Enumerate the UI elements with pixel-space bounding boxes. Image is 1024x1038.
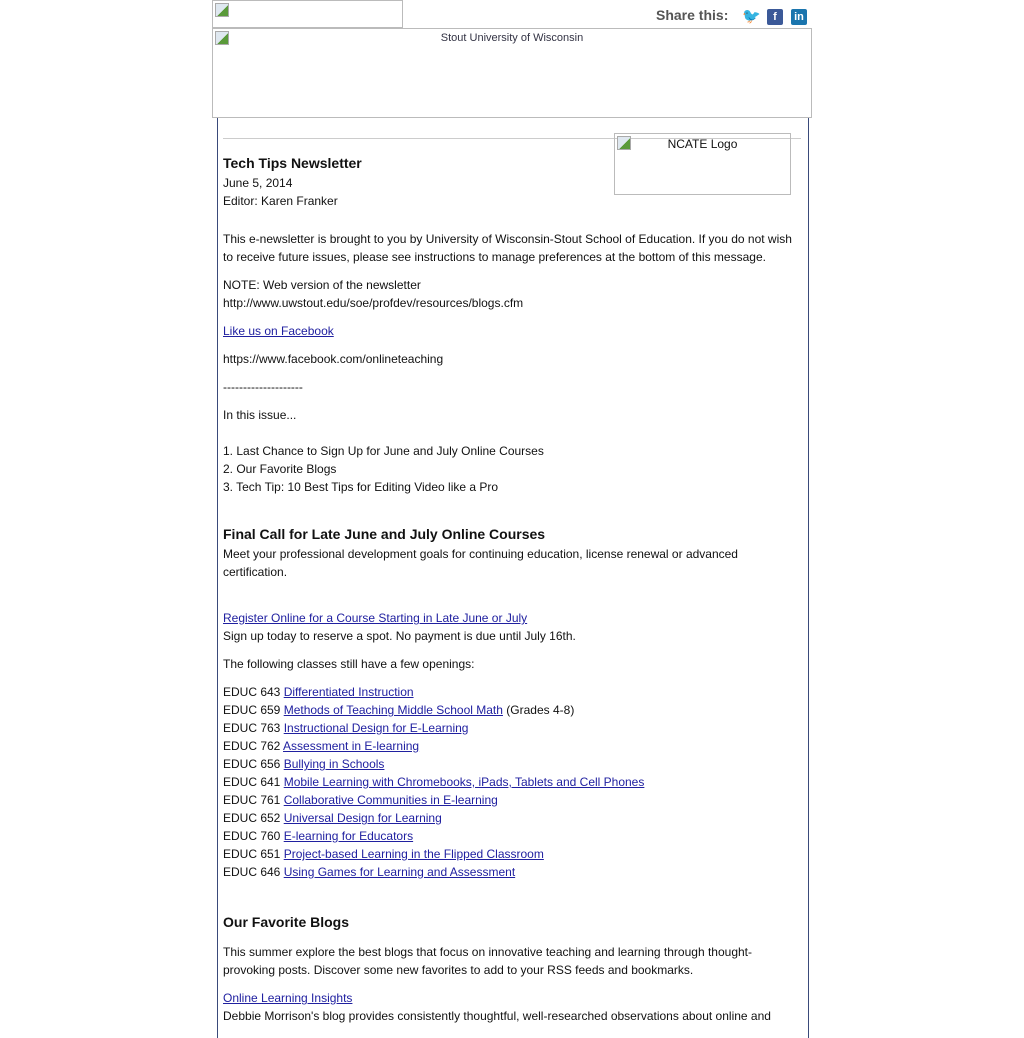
- course-note: (Grades 4-8): [506, 703, 575, 717]
- course-link[interactable]: Universal Design for Learning: [283, 811, 442, 825]
- blog-link-online-learning-insights[interactable]: Online Learning Insights: [223, 991, 353, 1005]
- course-item: [223, 809, 442, 827]
- course-item: [223, 791, 498, 809]
- courses-heading: Final Call for Late June and July Online Courses: [223, 526, 546, 542]
- course-item: [223, 755, 384, 773]
- in-this-issue: In this issue...: [223, 408, 297, 422]
- course-code: EDUC 659: [223, 703, 281, 717]
- blogs-desc: This summer explore the best blogs that focus on innovative teaching and learning through thought-: [223, 945, 752, 959]
- linkedin-icon[interactable]: in: [791, 9, 807, 25]
- courses-desc: Meet your professional development goals for continuing education, license renewal or advanced: [223, 547, 738, 561]
- openings-text: The following classes still have a few openings:: [223, 657, 475, 671]
- facebook-url: https://www.facebook.com/onlineteaching: [223, 352, 444, 366]
- course-item: [223, 845, 544, 863]
- courses-desc: certification.: [223, 565, 288, 579]
- header-logo-image: [212, 0, 403, 28]
- course-item: [223, 683, 414, 701]
- course-item: [223, 863, 515, 881]
- course-link[interactable]: Mobile Learning with Chromebooks, iPads, Tablets and Cell Phones: [283, 775, 645, 789]
- issue-item: 3. Tech Tip: 10 Best Tips for Editing Video like a Pro: [223, 480, 499, 494]
- course-item: [223, 701, 574, 719]
- editor: Editor: Karen Franker: [223, 194, 338, 208]
- intro-text: This e-newsletter is brought to you by University of Wisconsin-Stout School of Education. If you do not wish: [223, 232, 792, 246]
- course-item: [223, 737, 419, 755]
- course-link[interactable]: Bullying in Schools: [283, 757, 385, 771]
- register-link[interactable]: Register Online for a Course Starting in Late June or July: [223, 611, 528, 625]
- course-code: EDUC 651: [223, 847, 281, 861]
- banner-alt-text: Stout University of Wisconsin: [440, 32, 584, 44]
- note-text: NOTE: Web version of the newsletter: [223, 278, 421, 292]
- ncate-logo-image: [614, 133, 791, 195]
- signup-text: Sign up today to reserve a spot. No payment is due until July 16th.: [223, 629, 576, 643]
- course-link[interactable]: Differentiated Instruction: [283, 685, 414, 699]
- course-code: EDUC 656: [223, 757, 281, 771]
- course-code: EDUC 643: [223, 685, 281, 699]
- blog-description: Debbie Morrison's blog provides consistently thoughtful, well-researched observations about online and: [223, 1009, 771, 1023]
- issue-item: 2. Our Favorite Blogs: [223, 462, 337, 476]
- twitter-icon[interactable]: 🐦: [742, 8, 761, 25]
- intro-text: to receive future issues, please see instructions to manage preferences at the bottom of this message.: [223, 250, 766, 264]
- share-label: Share this:: [656, 7, 729, 23]
- ncate-alt-text: NCATE Logo: [667, 137, 738, 151]
- course-item: [223, 719, 468, 737]
- course-code: EDUC 761: [223, 793, 281, 807]
- facebook-link[interactable]: Like us on Facebook: [223, 324, 334, 338]
- course-link[interactable]: Project-based Learning in the Flipped Classroom: [283, 847, 544, 861]
- course-item: [223, 773, 644, 791]
- course-link[interactable]: Instructional Design for E-Learning: [283, 721, 469, 735]
- issue-item: 1. Last Chance to Sign Up for June and July Online Courses: [223, 444, 544, 458]
- course-item: [223, 827, 413, 845]
- banner-image: [212, 28, 812, 118]
- text-divider: --------------------: [223, 380, 303, 394]
- course-link[interactable]: E-learning for Educators: [283, 829, 414, 843]
- newsletter-title: Tech Tips Newsletter: [223, 155, 362, 171]
- note-url: http://www.uwstout.edu/soe/profdev/resources/blogs.cfm: [223, 296, 524, 310]
- course-code: EDUC 763: [223, 721, 281, 735]
- facebook-icon[interactable]: f: [767, 9, 783, 25]
- blogs-heading: Our Favorite Blogs: [223, 914, 350, 930]
- course-link[interactable]: Using Games for Learning and Assessment: [283, 865, 516, 879]
- course-link[interactable]: Collaborative Communities in E-learning: [283, 793, 498, 807]
- course-link[interactable]: Methods of Teaching Middle School Math: [283, 703, 503, 717]
- course-code: EDUC 652: [223, 811, 281, 825]
- course-code: EDUC 762: [223, 739, 281, 753]
- course-code: EDUC 646: [223, 865, 281, 879]
- course-code: EDUC 641: [223, 775, 281, 789]
- blogs-desc: provoking posts. Discover some new favorites to add to your RSS feeds and bookmarks.: [223, 963, 694, 977]
- course-code: EDUC 760: [223, 829, 281, 843]
- course-link[interactable]: Assessment in E-learning: [283, 739, 420, 753]
- issue-date: June 5, 2014: [223, 176, 293, 190]
